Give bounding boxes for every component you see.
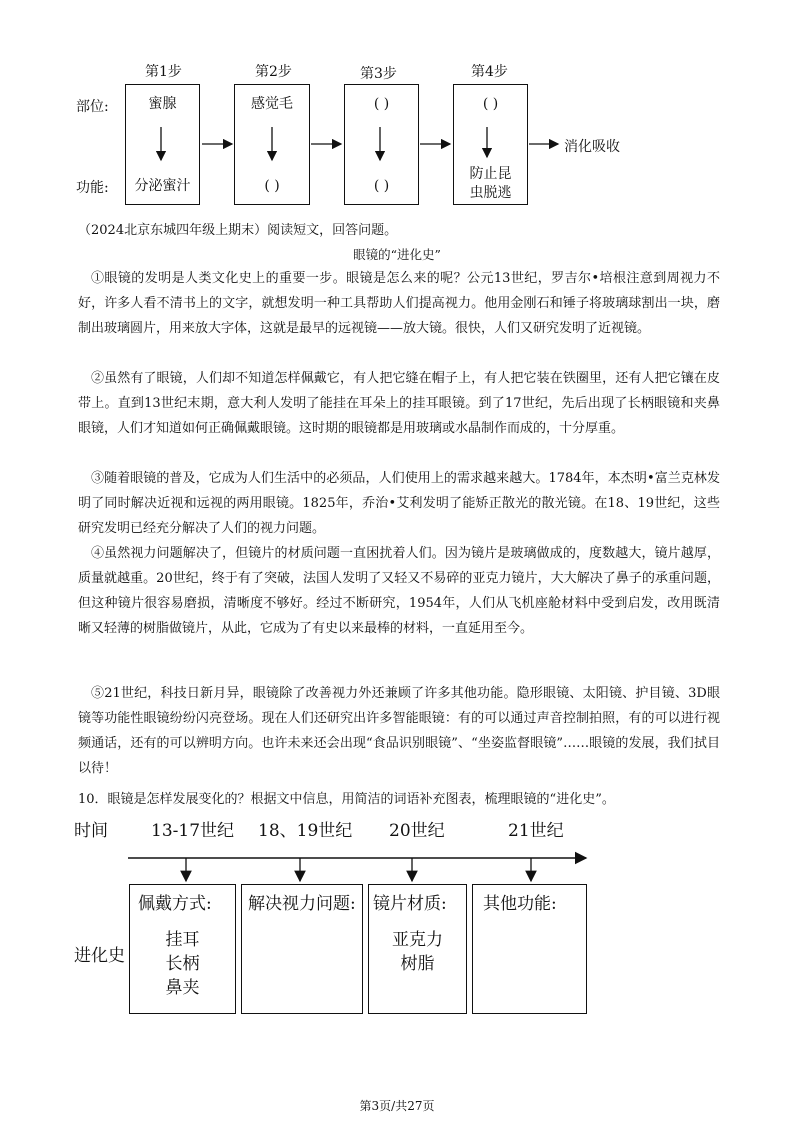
step-3-box: [344, 84, 419, 205]
paragraph-2: ②虽然有了眼镜，人们却不知道怎样佩戴它，有人把它缝在帽子上，有人把它装在铁圈里，还有人把它镶在皮带上。直到13世纪末期，意大利人发明了能挂在耳朵上的挂耳眼镜。到了17世纪，先后出现了长柄眼镜和夹鼻眼镜，人们才知道如何正确佩戴眼镜。这时期的眼镜都是用玻璃或水晶制作而成的，十分厚重。: [78, 371, 720, 436]
timeline-diagram: [0, 810, 794, 1030]
step-1-function: 分泌蜜汁: [134, 178, 191, 194]
step-1-part: 蜜腺: [148, 96, 177, 112]
paragraph-4: ④虽然视力问题解决了，但镜片的材质问题一直困扰着人们。因为镜片是玻璃做成的，度数越大，镜片越厚，质量就越重。20世纪，终于有了突破，法国人发明了又轻又不易碎的亚克力镜片，大大解决了鼻子的承重问题，但这种镜片很容易磨损，清晰度不够好。经过不断研究，1954年，人们从飞机座舱材料中受到启发，改用既清晰又轻薄的树脂做镜片，从此，它成为了有史以来最棒的材料，一直延用至今。: [78, 546, 720, 636]
period-1-label: 13-17世纪: [151, 821, 235, 841]
period-2-label: 18、19世纪: [258, 821, 353, 841]
step-4-function-line2: 虫脱逃: [469, 185, 512, 201]
wearing-method-heading: 佩戴方式:: [138, 894, 212, 914]
lens-item-acrylic: 亚克力: [392, 930, 443, 950]
wearing-item-handle: 长柄: [165, 954, 200, 974]
step-2-label: 第2步: [255, 64, 292, 80]
step-4-part-blank: ( ): [482, 96, 499, 112]
lens-material-box: [368, 884, 467, 1014]
period-4-label: 21世纪: [508, 821, 564, 841]
step-3-part-blank: ( ): [373, 96, 390, 112]
step-2-box: [234, 84, 310, 205]
wearing-item-nose: 鼻夹: [165, 978, 200, 998]
evolution-label: 进化史: [74, 946, 125, 966]
passage-intro: （2024北京东城四年级上期末）阅读短文，回答问题。: [78, 223, 398, 238]
step-4-label: 第4步: [471, 64, 508, 80]
page-footer: 第3页/共27页: [359, 1099, 435, 1113]
final-result-label: 消化吸收: [564, 139, 620, 155]
paragraph-1: ①眼镜的发明是人类文化史上的重要一步。眼镜是怎么来的呢？公元13世纪，罗吉尔•培根注意到周视力不好，许多人看不清书上的文字，就想发明一种工具帮助人们提高视力。他用金刚石和锤子将玻璃球割出一块，磨制出玻璃圆片，用来放大字体，这就是最早的远视镜——放大镜。很快，人们又研究发明了近视镜。: [78, 271, 720, 336]
lens-material-heading: 镜片材质:: [373, 894, 447, 914]
time-label: 时间: [74, 821, 108, 841]
other-functions-box: [472, 884, 587, 1014]
vision-problem-box: [241, 884, 363, 1014]
position-row-label: 部位:: [76, 99, 109, 115]
process-diagram: [0, 0, 794, 215]
step-3-label: 第3步: [360, 66, 397, 82]
vision-problem-heading: 解决视力问题:: [248, 894, 356, 914]
wearing-item-ear: 挂耳: [165, 930, 200, 950]
question-10: 10．眼镜是怎样发展变化的？根据文中信息，用简洁的词语补充图表，梳理眼镜的“进化史”。: [78, 792, 615, 807]
function-row-label: 功能:: [76, 180, 109, 196]
step-1-box: [125, 84, 200, 205]
step-4-function-line1: 防止昆: [469, 166, 512, 182]
period-3-label: 20世纪: [389, 821, 445, 841]
step-2-part: 感觉毛: [251, 96, 293, 112]
lens-item-resin: 树脂: [400, 954, 435, 974]
step-3-function-blank: ( ): [373, 178, 390, 194]
other-functions-heading: 其他功能:: [483, 894, 557, 914]
step-2-function-blank: ( ): [264, 178, 280, 194]
step-4-box: [453, 84, 528, 205]
wearing-method-box: [129, 884, 236, 1014]
paragraph-3: ③随着眼镜的普及，它成为人们生活中的必须品，人们使用上的需求越来越大。1784年，本杰明•富兰克林发明了同时解决近视和远视的两用眼镜。1825年，乔治•艾利发明了能矫正散光的散光镜。在18、19世纪，这些研究发明已经充分解决了人们的视力问题。: [78, 471, 720, 536]
paragraph-5: ⑤21世纪，科技日新月异，眼镜除了改善视力外还兼顾了许多其他功能。隐形眼镜、太阳镜、护目镜、3D眼镜等功能性眼镜纷纷闪亮登场。现在人们还研究出许多智能眼镜：有的可以通过声音控制拍照，有的可以进行视频通话，还有的可以辨明方向。也许未来还会出现“食品识别眼镜”、“坐姿监督眼镜”……眼镜的发展，我们拭目以待！: [78, 686, 720, 776]
step-1-label: 第1步: [145, 64, 182, 80]
article-title: 眼镜的“进化史”: [353, 247, 441, 262]
